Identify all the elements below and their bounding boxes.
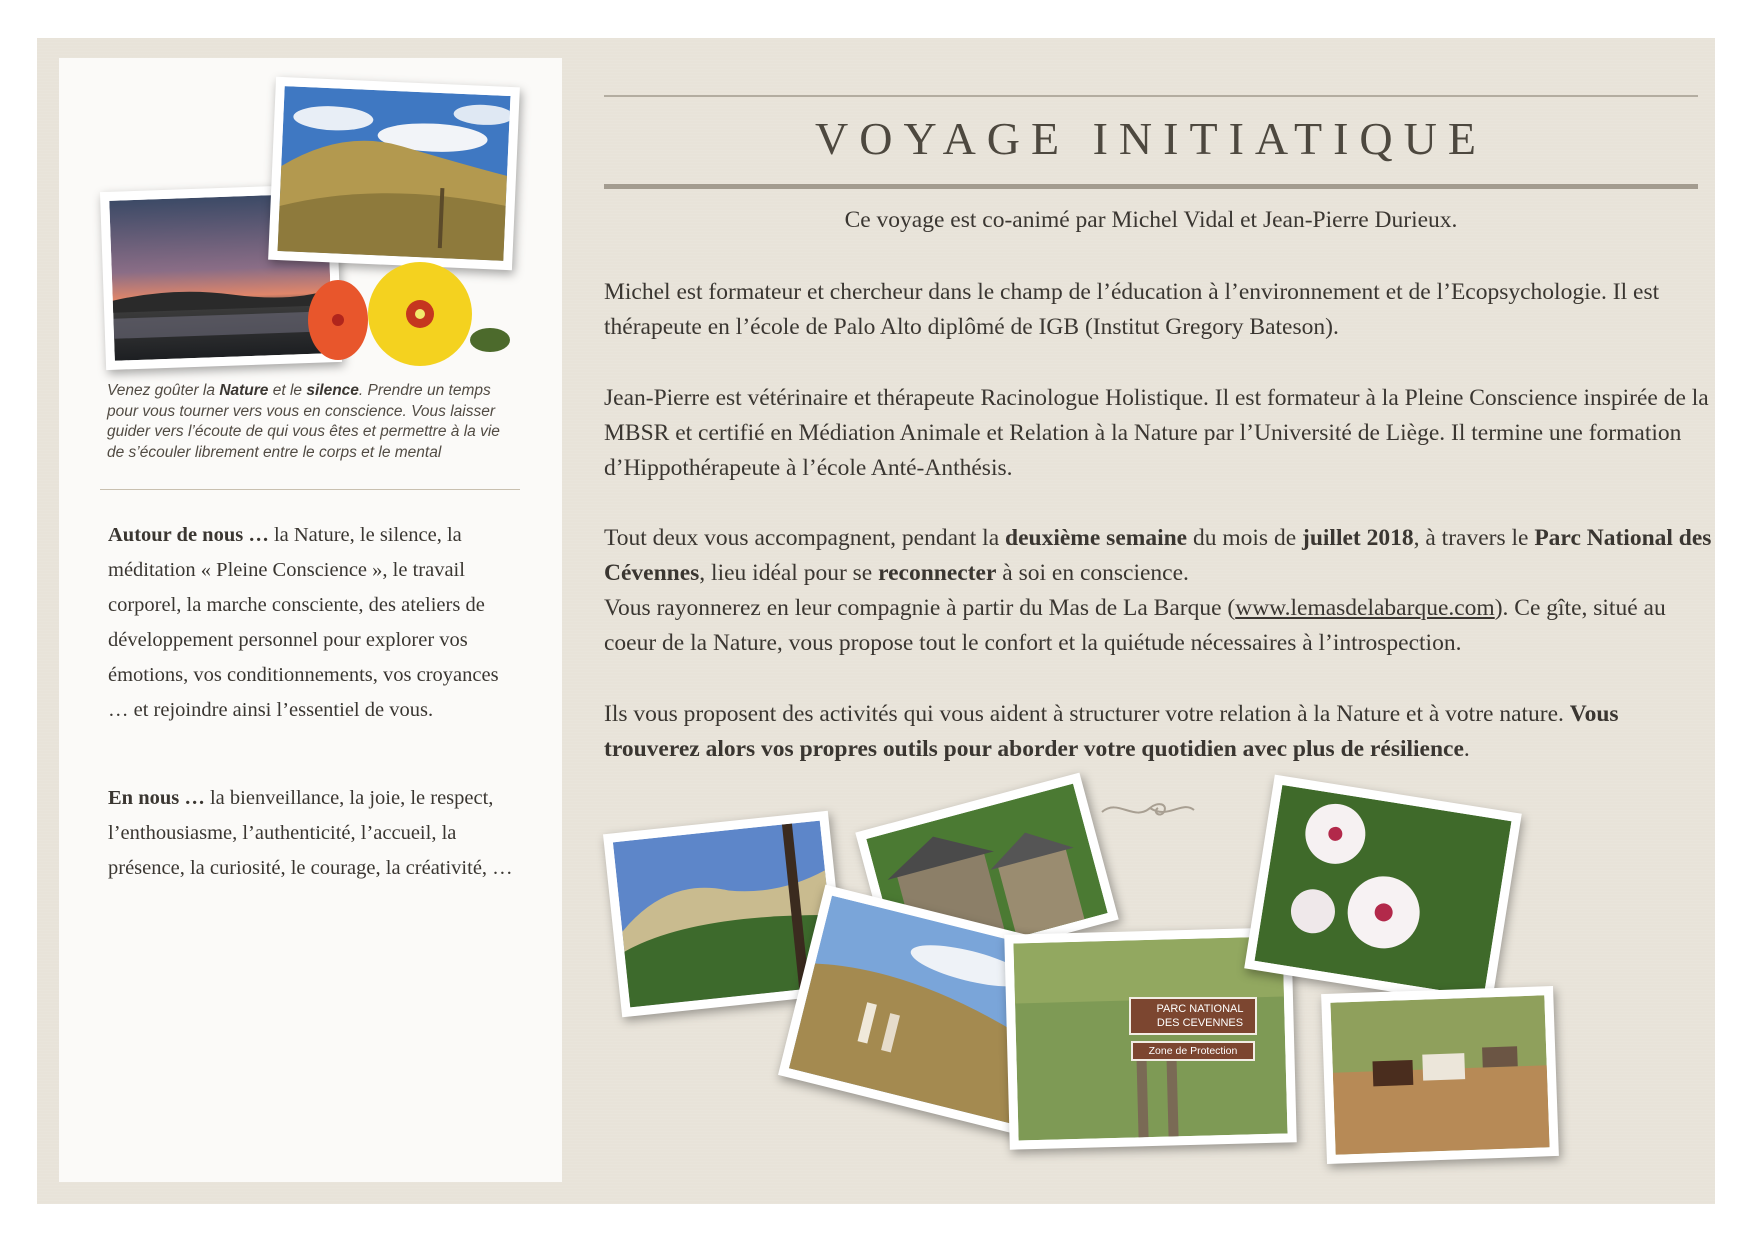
activities-paragraph: Ils vous proposent des activités qui vous aident à structurer votre relation à la Nature et à votre nature. Vous trouverez alors vos propres outils pour aborder votre quotidien avec plus de résilience. <box>604 701 1619 762</box>
title-rule-bottom <box>604 184 1698 189</box>
caption-divider <box>100 489 520 490</box>
within-us-paragraph: En nous … la bienveillance, la joie, le respect, l’enthousiasme, l’authenticité, l’accueil, la présence, la curiosité, le courage, la créativité, … <box>108 787 513 879</box>
park-sign <box>1129 997 1257 1067</box>
flourish-ornament <box>1098 796 1198 829</box>
stay-paragraph: Vous rayonnerez en leur compagnie à partir du Mas de La Barque (www.lemasdelabarque.com). Ce gîte, situé au coeur de la Nature, vous propose tout le confort et la quiétude nécessaires à l’introspection. <box>604 595 1666 656</box>
sidebar-caption: Venez goûter la Nature et le silence. Prendre un temps pour vous tourner vers vous en conscience. Vous laisser guider vers l’écoute de qui vous êtes et permettre à la vie de s’écouler librement entre le corps et le mental <box>107 382 500 461</box>
together-paragraph: Tout deux vous accompagnent, pendant la deuxième semaine du mois de juillet 2018, à travers le Parc National des Cévennes, lieu idéal pour se reconnecter à soi en conscience. <box>604 525 1712 586</box>
jean-pierre-paragraph: Jean-Pierre est vétérinaire et thérapeute Racinologue Holistique. Il est formateur à la Pleine Conscience inspirée de la MBSR et certifié en Médiation Animale et Relation à la Nature par l’Université de Liège. Il termine une formation d’Hippothérapeute à l’école Anté-Anthésis. <box>604 385 1709 481</box>
horses-pasture-photo <box>1321 986 1559 1164</box>
around-us-paragraph: Autour de nous … la Nature, le silence, la méditation « Pleine Conscience », le travail corporel, la marche consciente, des ateliers de développement personnel pour explorer vos émotions, vos conditionnements, vos croyances … et rejoindre ainsi l’essentiel de vous. <box>108 524 499 721</box>
grassy-hill-path-photo <box>268 77 520 270</box>
park-sign-zone: Zone de Protection <box>1131 1041 1255 1061</box>
title-rule-top <box>604 95 1698 97</box>
park-sign-main: PARC NATIONAL DES CEVENNES <box>1129 997 1257 1035</box>
subtitle: Ce voyage est co-animé par Michel Vidal et Jean-Pierre Durieux. <box>844 207 1458 233</box>
hibiscus-flowers-image <box>300 262 515 372</box>
michel-paragraph: Michel est formateur et chercheur dans le champ de l’éducation à l’environnement et de l’Ecopsychologie. Il est thérapeute en l’école de Palo Alto diplômé de IGB (Institut Gregory Bateson). <box>604 279 1660 340</box>
white-hibiscus-photo <box>1244 775 1522 1008</box>
page-title: VOYAGE INITIATIQUE <box>815 113 1487 164</box>
website-link[interactable]: www.lemasdelabarque.com <box>1235 595 1495 621</box>
